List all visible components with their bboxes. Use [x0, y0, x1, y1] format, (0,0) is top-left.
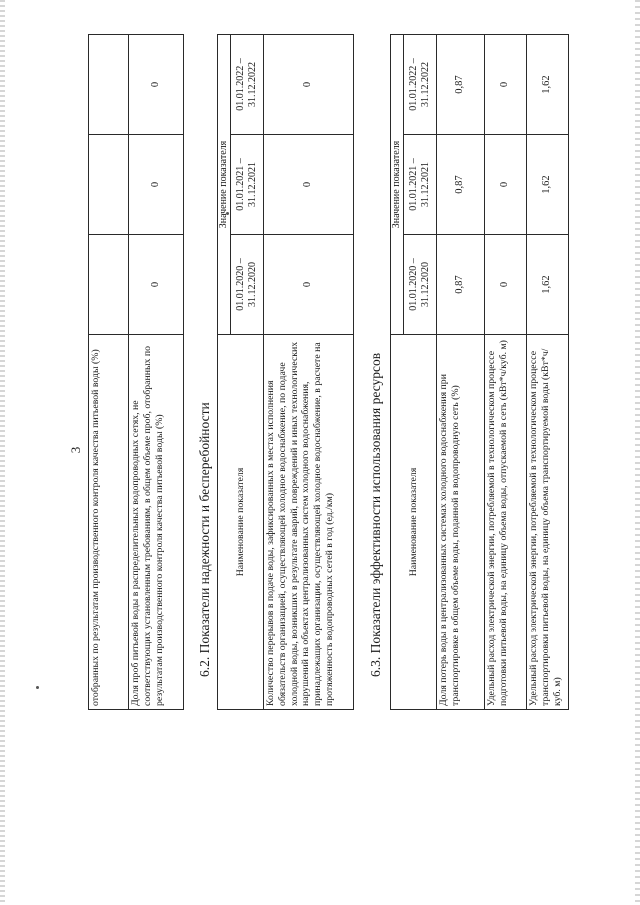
table-row: [89, 35, 129, 710]
period-header: 01.01.2021 – 31.12.2021: [404, 135, 437, 235]
value-cell: 0: [129, 135, 184, 235]
value-cell: [89, 235, 129, 335]
value-cell: 1,62: [527, 135, 569, 235]
indicator-name: Удельный расход электрической энергии, потребляемой в технологическом процессе транспортировки питьевой воды, на единицу объема транспортируемой воды (кВт*ч/куб. м): [527, 335, 569, 710]
value-cell: 0: [485, 135, 527, 235]
efficiency-table: [390, 34, 569, 710]
indicator-name: Доля потерь воды в централизованных системах холодного водоснабжения при транспортировке в общем объеме воды, поданной в водопроводную сеть (%): [437, 335, 485, 710]
header-row: [218, 35, 231, 710]
value-cell: 0: [485, 35, 527, 135]
table-row: [437, 35, 485, 710]
value-cell: 0: [485, 235, 527, 335]
value-column-header: Значение показателя: [391, 35, 404, 335]
indicator-name: Доля проб питьевой воды в распределительных водопроводных сетях, не соответствующих установленным требованиям, в общем объеме проб, отобранных по результатам производственного контроля качества питьевой воды (%): [129, 335, 184, 710]
reliability-table: [217, 34, 354, 710]
indicator-name: Количество перерывов в подаче воды, зафиксированных в местах исполнения обязательств организацией, осуществляющей холодное водоснабжение, по подаче холодной воды, возникших в результате аварий, повреждений и иных технологических нарушений на объектах централизованных систем холодного водоснабжения, принадлежащих организации, осуществляющей холодное водоснабжение, в расчете на протяженность водопроводных сетей в год (ед./км): [264, 335, 354, 710]
period-header: 01.01.2022 – 31.12.2022: [404, 35, 437, 135]
indicator-name: Удельный расход электрической энергии, потребляемой в технологическом процессе подготовки питьевой воды, на единицу объема воды, отпускаемой в сеть (кВт*ч/куб. м): [485, 335, 527, 710]
value-cell: 0,87: [437, 135, 485, 235]
value-cell: 0: [129, 35, 184, 135]
value-cell: [89, 135, 129, 235]
section-title: 6.2. Показатели надежности и бесперебойности: [197, 402, 212, 677]
value-column-header: Значение показателя: [218, 35, 231, 335]
value-cell: 0,87: [437, 35, 485, 135]
value-cell: 0: [129, 235, 184, 335]
value-cell: [89, 35, 129, 135]
table-row: [527, 35, 569, 710]
table-row: [264, 35, 354, 710]
value-cell: 0: [264, 35, 354, 135]
water-quality-table: [88, 34, 184, 710]
page-number: 3: [68, 446, 83, 454]
period-header: 01.01.2022 – 31.12.2022: [231, 35, 264, 135]
table-row: [129, 35, 184, 710]
period-header: 01.01.2021 – 31.12.2021: [231, 135, 264, 235]
value-cell: 1,62: [527, 235, 569, 335]
value-cell: 1,62: [527, 35, 569, 135]
section-title: 6.3. Показатели эффективности использования ресурсов: [368, 352, 383, 677]
table-row: [485, 35, 527, 710]
value-cell: 0,87: [437, 235, 485, 335]
header-row: [391, 35, 404, 710]
period-header: 01.01.2020 – 31.12.2020: [404, 235, 437, 335]
value-cell: 0: [264, 135, 354, 235]
name-column-header: Наименование показателя: [218, 335, 264, 710]
period-header: 01.01.2020 – 31.12.2020: [231, 235, 264, 335]
value-cell: 0: [264, 235, 354, 335]
name-column-header: Наименование показателя: [391, 335, 437, 710]
indicator-name: отобранных по результатам производственного контроля качества питьевой воды (%): [89, 335, 129, 710]
